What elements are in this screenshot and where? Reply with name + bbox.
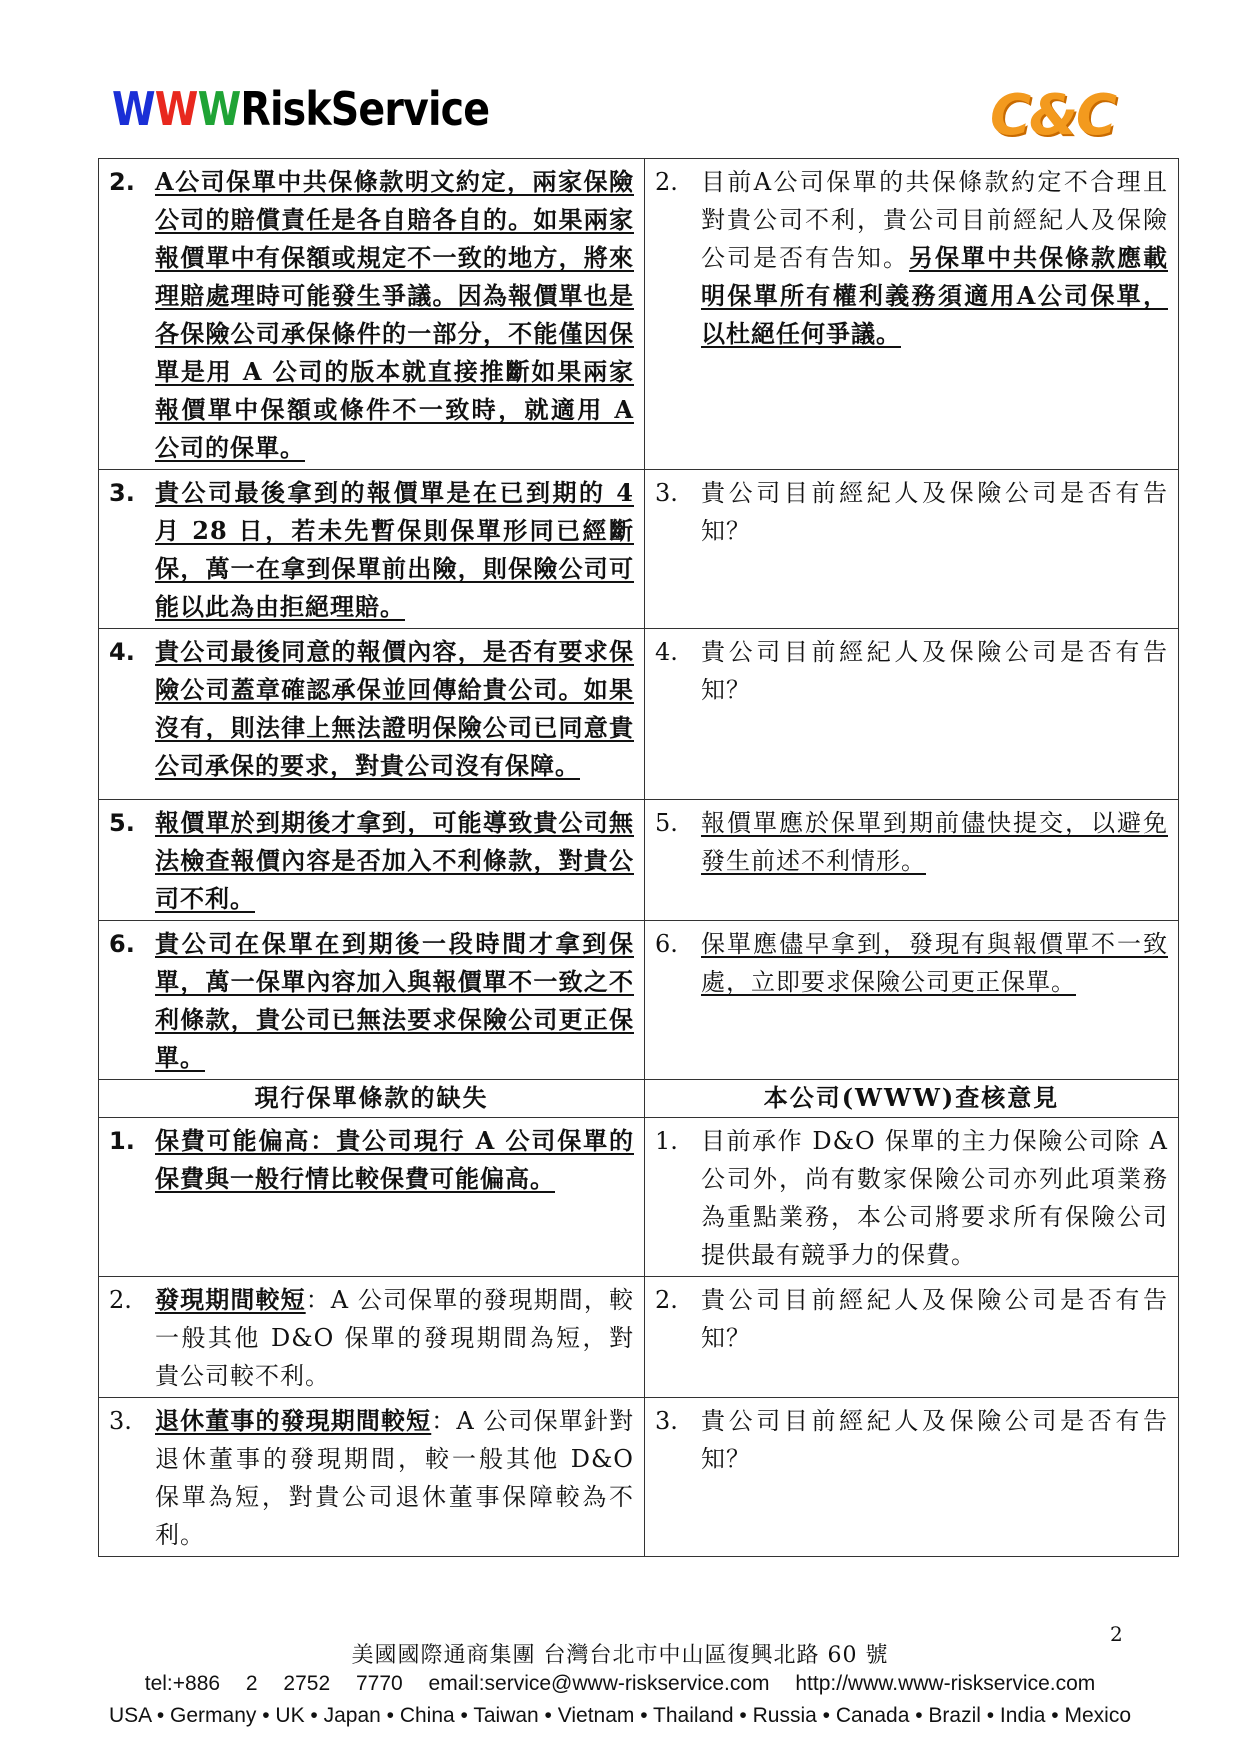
left-cell — [99, 470, 645, 629]
item-number: 4. — [109, 638, 135, 666]
logo-letter-w1: W — [112, 82, 155, 136]
item-text: 報價單應於保單到期前儘快提交，以避免發生前述不利情形。 — [701, 809, 1168, 875]
logo-letter-w2: W — [154, 82, 198, 136]
item-number: 3. — [655, 1407, 678, 1435]
table-row — [99, 1277, 1179, 1398]
item-title: 發現期間較短 — [155, 1285, 306, 1314]
item-number: 4. — [655, 638, 678, 666]
item-number: 3. — [655, 479, 678, 507]
item-number: 2. — [655, 1286, 678, 1314]
table-row — [99, 1118, 1179, 1277]
item-text: ：A 公司保單的發現期間，較一般其他 D&O 保單的發現期間為短，對貴公司較不利。 — [155, 1286, 635, 1390]
item-number: 6. — [109, 930, 135, 958]
table-row — [99, 921, 1179, 1080]
page-number: 2 — [1110, 1622, 1123, 1646]
left-cell — [99, 800, 645, 921]
table-row — [99, 470, 1179, 629]
item-number: 1. — [109, 1127, 135, 1155]
item-title: 退休董事的發現期間較短 — [155, 1406, 432, 1435]
item-text-emphasis: 另保單中共保條款應載明保單所有權利義務須適用A公司保單，以杜絕任何爭議。 — [701, 243, 1168, 348]
item-text: 貴公司最後拿到的報價單是在已到期的 4 月 28 日，若未先暫保則保單形同已經斷保，萬一在拿到保單前出險，則保險公司可能以此為由拒絕理賠。 — [155, 478, 634, 621]
item-number: 3. — [109, 479, 135, 507]
left-cell — [99, 629, 645, 800]
item-text: 貴公司目前經紀人及保險公司是否有告知？ — [701, 479, 1168, 545]
item-text: 目前A公司保單的共保條款約定不合理且對貴公司不利，貴公司目前經紀人及保險公司是否有告知。 — [701, 168, 1168, 272]
logo-text: RiskService — [240, 82, 490, 136]
cc-logo: C&C — [990, 83, 1116, 148]
section-header-row — [99, 1080, 1179, 1118]
review-table — [98, 158, 1179, 1557]
item-number: 6. — [655, 930, 678, 958]
table-row — [99, 800, 1179, 921]
wwwriskservice-logo — [112, 82, 490, 136]
footer-countries: USA • Germany • UK • Japan • China • Taiwan • Vietnam • Thailand • Russia • Canada • Brazil • India • Mexico — [108, 1704, 1132, 1727]
item-number: 3. — [109, 1407, 132, 1435]
item-number: 1. — [655, 1127, 678, 1155]
right-cell — [645, 1398, 1179, 1557]
left-cell — [99, 1118, 645, 1277]
right-cell — [645, 470, 1179, 629]
right-cell — [645, 921, 1179, 1080]
table-row — [99, 159, 1179, 470]
item-text: 目前承作 D&O 保單的主力保險公司除 A 公司外，尚有數家保險公司亦列此項業務為重點業務，本公司將要求所有保險公司提供最有競爭力的保費。 — [701, 1127, 1168, 1269]
right-cell — [645, 1118, 1179, 1277]
item-text: 貴公司目前經紀人及保險公司是否有告知？ — [701, 1286, 1168, 1352]
footer-contact: tel:+886 2 2752 7770 email:service@www-riskservice.com http://www.www-riskservice.com — [144, 1672, 1096, 1695]
item-number: 2. — [109, 1286, 132, 1314]
item-text: 貴公司目前經紀人及保險公司是否有告知？ — [701, 1407, 1168, 1473]
item-number: 2. — [655, 168, 678, 196]
left-cell — [99, 1277, 645, 1398]
item-text: ：A 公司保單針對退休董事的發現期間，較一般其他 D&O 保單為短，對貴公司退休董事保障較為不利。 — [155, 1407, 635, 1549]
left-cell — [99, 159, 645, 470]
item-text: 保單應儘早拿到，發現有與報價單不一致處，立即要求保險公司更正保單。 — [701, 930, 1168, 996]
right-cell — [645, 800, 1179, 921]
logo-letter-w3: W — [197, 82, 241, 136]
item-number: 5. — [655, 809, 678, 837]
left-cell — [99, 921, 645, 1080]
section-header-right: 本公司(WWW)查核意見 — [645, 1080, 1179, 1118]
right-cell — [645, 629, 1179, 800]
table-row — [99, 629, 1179, 800]
item-text: 貴公司目前經紀人及保險公司是否有告知？ — [701, 638, 1168, 704]
item-text: 保費可能偏高：貴公司現行 A 公司保單的保費與一般行情比較保費可能偏高。 — [155, 1126, 634, 1193]
section-header-left: 現行保單條款的缺失 — [99, 1080, 645, 1118]
item-text: 報價單於到期後才拿到，可能導致貴公司無法檢查報價內容是否加入不利條款，對貴公司不利。 — [155, 808, 634, 913]
item-number: 2. — [109, 168, 135, 196]
table-row — [99, 1398, 1179, 1557]
item-text: 貴公司在保單在到期後一段時間才拿到保單，萬一保單內容加入與報價單不一致之不利條款，貴公司已無法要求保險公司更正保單。 — [155, 929, 634, 1072]
footer-address: 美國國際通商集團 台灣台北市中山區復興北路 60 號 — [351, 1643, 889, 1668]
item-text: 貴公司最後同意的報價內容，是否有要求保險公司蓋章確認承保並回傳給貴公司。如果沒有，則法律上無法證明保險公司已同意貴公司承保的要求，對貴公司沒有保障。 — [155, 637, 634, 780]
item-text: A公司保單中共保條款明文約定，兩家保險公司的賠償責任是各自賠各自的。如果兩家報價單中有保額或規定不一致的地方，將來理賠處理時可能發生爭議。因為報價單也是各保險公司承保條件的一部分，不能僅因保單是用 A 公司的版本就直接推斷如果兩家報價單中保額或條件不一致時，就適用 A 公司的保單。 — [155, 167, 634, 462]
right-cell — [645, 1277, 1179, 1398]
item-number: 5. — [109, 809, 135, 837]
right-cell — [645, 159, 1179, 470]
left-cell — [99, 1398, 645, 1557]
